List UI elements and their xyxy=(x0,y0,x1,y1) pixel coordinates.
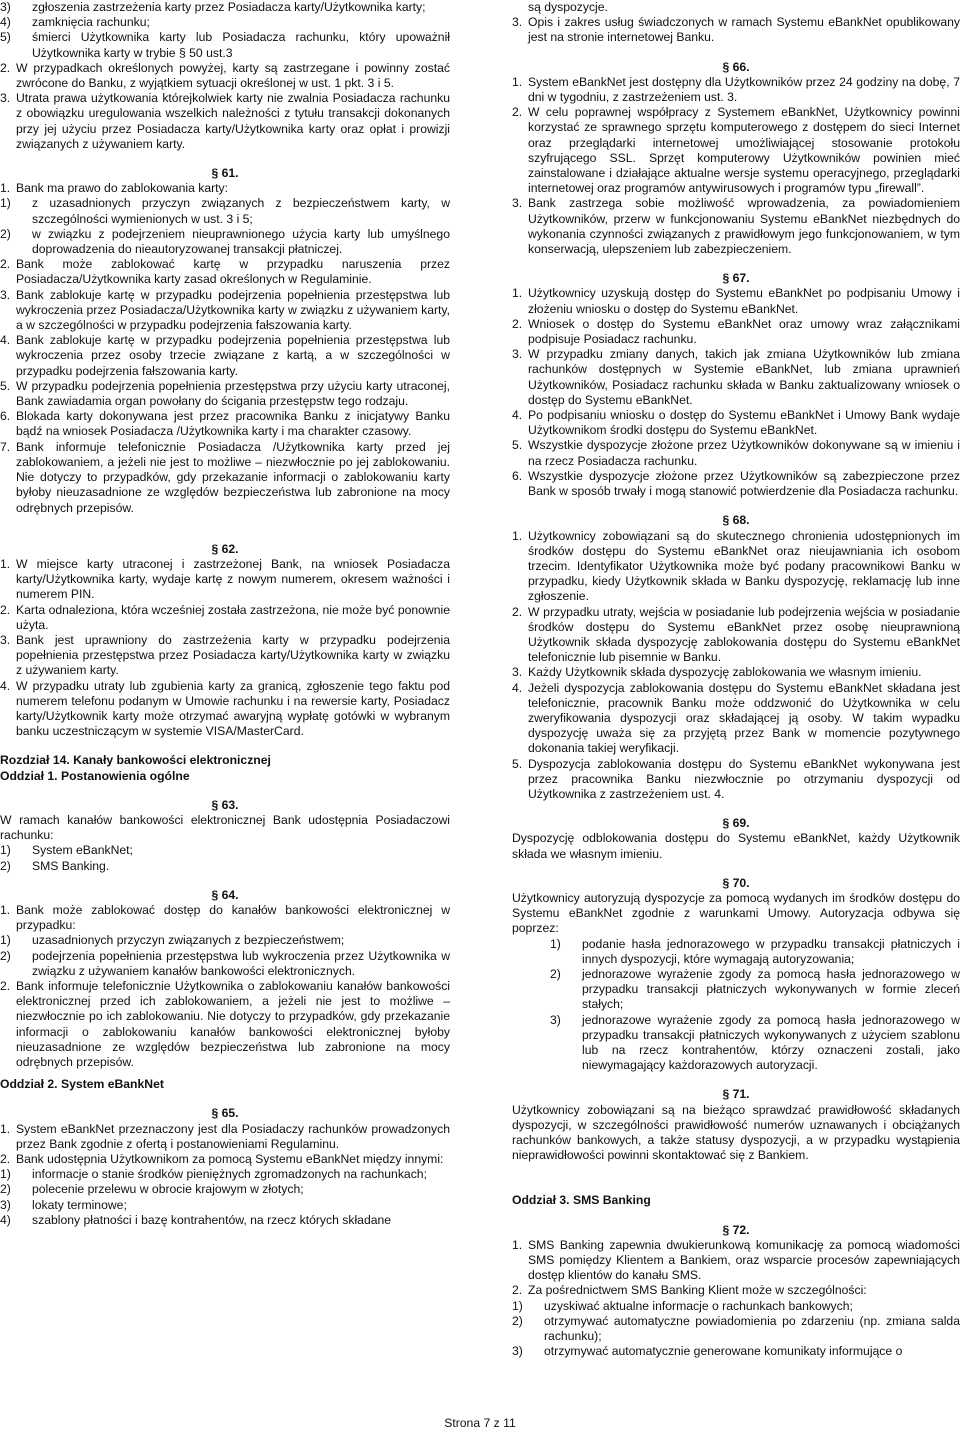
section-heading xyxy=(512,876,960,891)
item-text: W przypadku utraty, wejścia w posiadanie lub podejrzenia wejścia w posiadanie środków dostępu do Systemu eBankNet przez osobę nieuprawnioną Użytkownik składa dyspozycję zablokowania dostępu do Systemu eBankNet telefonicznie lub pisemnie w Banku. xyxy=(528,604,960,665)
section-heading xyxy=(512,816,960,831)
item-text: Opis i zakres usług świadczonych w ramach Systemu eBankNet opublikowany jest na stronie internetowej Banku. xyxy=(528,15,960,45)
item-text: Każdy Użytkownik składa dyspozycję zablokowania we własnym imieniu. xyxy=(528,665,922,680)
section-heading xyxy=(512,513,960,528)
section-heading xyxy=(512,1087,960,1102)
subsection-heading xyxy=(512,1193,960,1208)
item-text: otrzymywać automatycznie generowane komunikaty informujące o xyxy=(544,1344,903,1359)
item-text: uzasadnionych przyczyn związanych z bezpieczeństwem; xyxy=(32,933,345,948)
numbered-item xyxy=(0,633,450,679)
item-number: 1. xyxy=(0,902,11,917)
item-text: Wszystkie dyspozycje złożone przez Użytkowników są zabezpieczone przez Bank w sposób trwały i mogą stanowić potwierdzenie dla Posiadacza rachunku. xyxy=(528,468,960,499)
numbered-item xyxy=(512,408,960,438)
section-heading xyxy=(512,1223,960,1238)
item-text: Utrata prawa użytkowania którejkolwiek karty nie zwalnia Posiadacza rachunku z obowiązku uregulowania wszelkich należności z tytułu transakcji dokonanych przy jej użyciu przez Posiadacza karty/Użytkownika karty oraz opłat i prowizji związanych z używaniem karty. xyxy=(16,91,450,151)
item-number: 3. xyxy=(0,632,11,647)
numbered-item xyxy=(512,317,960,347)
numbered-item xyxy=(0,409,450,439)
numbered-item xyxy=(0,440,450,516)
item-number: 1. xyxy=(512,528,523,543)
item-number: 4. xyxy=(0,333,11,348)
item-text: podejrzenia popełnienia przestępstwa lub wykroczenia przez Użytkownika w związku z używaniem kanałów bankowości elektronicznych. xyxy=(32,948,450,978)
sub-item xyxy=(0,949,450,979)
item-text: SMS Banking. xyxy=(32,858,110,873)
numbered-item xyxy=(0,257,450,287)
item-number: 4. xyxy=(512,680,523,695)
left-column xyxy=(0,0,450,1228)
item-number: 3) xyxy=(550,1012,561,1027)
item-number: 3) xyxy=(0,1197,11,1212)
sub-item xyxy=(512,1314,960,1344)
chapter-heading xyxy=(0,753,450,768)
item-number: 3) xyxy=(0,0,11,14)
item-text: Użytkownicy zobowiązani są na bieżąco sprawdzać prawidłowość składanych dyspozycji, w szczególności prawidłowość numerów uznawanych i obciążanych rachunków bankowych, a także statusy dyspozycji, a w przypadku wystąpienia nieprawidłowości powinni skontaktować się z Bankiem. xyxy=(512,1102,960,1163)
item-text: § 67. xyxy=(722,271,750,286)
item-text: W ramach kanałów bankowości elektronicznej Bank udostępnia Posiadaczowi rachunku: xyxy=(0,812,450,843)
numbered-item xyxy=(512,681,960,757)
section-heading xyxy=(0,542,450,557)
sub-item xyxy=(0,227,450,257)
item-text: Bank jest uprawniony do zastrzeżenia karty w przypadku podejrzenia popełnienia przestępstwa przez Posiadacza karty/Użytkownika karty w związku z używaniem karty. xyxy=(16,632,450,678)
item-text: Za pośrednictwem SMS Banking Klient może w szczególności: xyxy=(528,1283,867,1298)
item-text: § 71. xyxy=(722,1087,750,1102)
item-number: 1) xyxy=(0,933,11,948)
item-number: 5) xyxy=(0,30,11,45)
item-text: Oddział 2. System eBankNet xyxy=(0,1077,164,1092)
item-text: Wniosek o dostęp do Systemu eBankNet oraz umowy wraz załącznikami podpisuje Posiadacz rachunku. xyxy=(528,316,960,347)
item-text: lokaty terminowe; xyxy=(32,1197,127,1212)
item-number: 1) xyxy=(550,936,561,951)
item-text: § 63. xyxy=(211,797,239,812)
item-text: § 66. xyxy=(722,59,750,74)
paragraph xyxy=(0,813,450,843)
item-number: 4. xyxy=(0,678,11,693)
item-number: 1. xyxy=(512,74,523,89)
subsection-heading xyxy=(0,769,450,784)
item-text: System eBankNet; xyxy=(32,843,133,858)
item-text: § 61. xyxy=(211,166,239,181)
item-number: 2) xyxy=(0,858,11,873)
numbered-item xyxy=(0,1152,450,1167)
section-heading xyxy=(512,60,960,75)
item-text: § 70. xyxy=(722,875,750,890)
numbered-item xyxy=(512,75,960,105)
item-number: 3. xyxy=(0,91,11,106)
item-number: 1. xyxy=(0,181,11,196)
item-text: System eBankNet jest dostępny dla Użytkowników przez 24 godziny na dobę, 7 dni w tygodniu, z zastrzeżeniem ust. 3. xyxy=(528,74,960,105)
item-text: Wszystkie dyspozycje złożone przez Użytkowników dokonywane są w imieniu i na rzecz Posiadacza rachunku. xyxy=(528,438,960,468)
item-text: W celu poprawnej współpracy z Systemem eBankNet, Użytkownicy powinni korzystać ze sprawnego sprzętu komputerowego z dostępem do sieci Internet oraz przeglądarki internetowej umożliwiającej stosowanie protokołu szyfrującego SSL. Sprzęt komputerowy Użytkowników powinien mieć zainstalowane i działające aktualne wersje systemu operacyjnego, przeglądarki internetowej oraz programów antywirusowych i programów typu „firewall”. xyxy=(528,105,960,196)
sub-item xyxy=(0,1182,450,1197)
sub-item xyxy=(0,30,450,60)
item-number: 2. xyxy=(512,604,523,619)
item-text: Bank może zablokować dostęp do kanałów bankowości elektronicznej w przypadku: xyxy=(16,902,450,933)
section-heading xyxy=(0,798,450,813)
item-number: 2. xyxy=(0,1152,11,1167)
sub-item xyxy=(0,843,450,858)
item-text: Bank informuje telefonicznie Posiadacza /Użytkownika karty przed jej zablokowaniem, a jeżeli nie jest to możliwe – niezwłocznie po jej zablokowaniu. Nie dotyczy to przypadków, gdy przekazanie informacji o zablokowaniu karty byłoby nieuzasadnione ze względów bezpieczeństwa lub zabronione na mocy odrębnych przepisów. xyxy=(16,439,450,515)
sub-item xyxy=(512,1344,960,1359)
item-number: 5. xyxy=(0,378,11,393)
item-number: 3. xyxy=(512,347,523,362)
item-number: 3. xyxy=(512,196,523,211)
numbered-item xyxy=(512,1238,960,1284)
item-text: informacje o stanie środków pieniężnych zgromadzonych na rachunkach; xyxy=(32,1167,427,1182)
item-number: 7. xyxy=(0,439,11,454)
item-number: 5. xyxy=(512,756,523,771)
item-text: § 65. xyxy=(211,1106,239,1121)
item-number: 1. xyxy=(512,286,523,301)
item-text: § 68. xyxy=(722,513,750,528)
item-number: 2) xyxy=(550,966,561,981)
item-text: Bank może zablokować kartę w przypadku naruszenia przez Posiadacza/Użytkownika karty zasad określonych w Regulaminie. xyxy=(16,257,450,287)
numbered-item xyxy=(0,603,450,633)
item-number: 2. xyxy=(0,257,11,272)
sub-item xyxy=(512,1013,960,1074)
numbered-item xyxy=(0,91,450,152)
numbered-item xyxy=(0,288,450,334)
item-text: § 62. xyxy=(211,541,239,556)
numbered-item xyxy=(512,105,960,196)
item-text: § 69. xyxy=(722,816,750,831)
item-text: Blokada karty dokonywana jest przez pracownika Banku z inicjatywy Banku bądź na wniosek Posiadacza /Użytkownika karty i ma charakter czasowy. xyxy=(16,409,450,439)
item-number: 1. xyxy=(512,1237,523,1252)
paragraph xyxy=(512,831,960,861)
item-text: szablony płatności i bazę kontrahentów, na rzecz których składane xyxy=(32,1212,392,1227)
item-text: Bank zablokuje kartę w przypadku podejrzenia popełnienia przestępstwa lub wykroczenia przez osoby trzecie związane z kartą, a w szczególności w przypadku podejrzenia fałszowania karty. xyxy=(16,333,450,378)
item-text: otrzymywać automatyczne powiadomienia po zdarzeniu (np. zmiana salda rachunku); xyxy=(544,1313,960,1344)
item-number: 2. xyxy=(0,60,11,75)
item-text: jednorazowe wyrażenie zgody za pomocą hasła jednorazowego w przypadku transakcji płatniczych wykonywanych z użyciem szablonu lub na rzecz kontrahentów, którzy oznaczeni zostali, jako niewymagający każdorazowych autoryzacji. xyxy=(582,1012,960,1073)
item-number: 4) xyxy=(0,15,11,30)
item-text: Bank ma prawo do zablokowania karty: xyxy=(16,181,229,196)
item-text: śmierci Użytkownika karty lub Posiadacza rachunku, który upoważnił Użytkownika karty w trybie § 50 ust.3 xyxy=(32,30,450,60)
item-number: 4) xyxy=(0,1212,11,1227)
item-text: W przypadku zmiany danych, takich jak zmiana Użytkowników lub zmiana rachunków dostępnych w Systemie eBankNet, lub zmiana uprawnień Użytkowników, Posiadacz rachunku składa w Banku zaktualizowany wniosek o dostęp do Systemu eBankNet. xyxy=(528,347,960,407)
numbered-item xyxy=(0,181,450,196)
numbered-item xyxy=(512,529,960,605)
sub-item xyxy=(512,967,960,1013)
item-number: 3. xyxy=(512,665,523,680)
item-text: polecenie przelewu w obrocie krajowym w złotych; xyxy=(32,1182,304,1197)
sub-item xyxy=(0,933,450,948)
item-text: Oddział 3. SMS Banking xyxy=(512,1193,651,1208)
sub-item xyxy=(0,196,450,226)
numbered-item xyxy=(512,438,960,468)
sub-item xyxy=(0,0,450,15)
numbered-item xyxy=(512,1283,960,1298)
item-number: 2) xyxy=(512,1313,523,1328)
item-text: Rozdział 14. Kanały bankowości elektronicznej xyxy=(0,753,271,768)
numbered-item xyxy=(512,665,960,680)
item-text: Użytkownicy uzyskują dostęp do Systemu eBankNet po podpisaniu Umowy i złożeniu wniosku o dostęp do Systemu eBankNet. xyxy=(528,286,960,316)
item-text: zamknięcia rachunku; xyxy=(32,15,150,30)
item-number: 6. xyxy=(512,468,523,483)
item-text: Bank zastrzega sobie możliwość wprowadzenia, za powiadomieniem Użytkowników, przerw w funkcjonowaniu Systemu eBankNet niezbędnych do wykonania czynności związanych z prawidłowym jego funkcjonowaniem, w tym konserwacją, ulepszeniem lub zabezpieczeniem. xyxy=(528,196,960,257)
item-text: z uzasadnionych przyczyn związanych z bezpieczeństwem karty, w szczególności wymienionych w ust. 3 i 5; xyxy=(32,196,450,226)
item-text: § 72. xyxy=(722,1222,750,1237)
item-number: 1. xyxy=(0,1121,11,1136)
numbered-item xyxy=(512,605,960,666)
item-text: W przypadkach określonych powyżej, karty są zastrzegane i powinny zostać zwrócone do Banku, z wyjątkiem sytuacji określonej w ust. 1 pkt. 3 i 5. xyxy=(16,60,450,91)
item-text: Po podpisaniu wniosku o dostęp do Systemu eBankNet i Umowy Bank wydaje Użytkownikom środki dostępu do Systemu eBankNet. xyxy=(528,408,960,438)
numbered-item xyxy=(512,15,960,45)
item-number: 2. xyxy=(0,978,11,993)
item-number: 2) xyxy=(0,226,11,241)
sub-item xyxy=(0,1198,450,1213)
sub-item xyxy=(0,15,450,30)
numbered-item xyxy=(0,979,450,1070)
item-text: podanie hasła jednorazowego w przypadku transakcji płatniczych i innych dyspozycji, które wymagają autoryzowania; xyxy=(582,936,960,966)
item-number: 2. xyxy=(0,602,11,617)
item-text: uzyskiwać aktualne informacje o rachunkach bankowych; xyxy=(544,1298,853,1313)
sub-item xyxy=(0,1213,450,1228)
item-number: 3. xyxy=(512,15,523,30)
numbered-item xyxy=(512,347,960,408)
page-footer: Strona 7 z 11 xyxy=(444,1416,516,1430)
sub-item xyxy=(0,1167,450,1182)
numbered-item xyxy=(0,379,450,409)
item-text: Użytkownicy zobowiązani są do skutecznego chronienia udostępnionych im środków dostępu do Systemu eBankNet oraz nieujawniania ich osobom trzecim. Identyfikator Użytkownika może być podany pracownikowi Banku w przypadku, kiedy Użytkownik składa w Banku dyspozycję, reklamację lub inne zgłoszenie. xyxy=(528,528,960,604)
item-text: Bank udostępnia Użytkownikom za pomocą Systemu eBankNet między innymi: xyxy=(16,1152,444,1167)
item-number: 1) xyxy=(0,1167,11,1182)
item-number: 4. xyxy=(512,408,523,423)
paragraph xyxy=(512,0,960,15)
item-number: 2) xyxy=(0,1182,11,1197)
paragraph xyxy=(512,891,960,937)
sub-item xyxy=(512,1299,960,1314)
item-text: jednorazowe wyrażenie zgody za pomocą hasła jednorazowego w przypadku transakcji płatniczych wykonywanych w formie zleceń stałych; xyxy=(582,966,960,1012)
numbered-item xyxy=(512,196,960,257)
item-text: zgłoszenia zastrzeżenia karty przez Posiadacza karty/Użytkownika karty; xyxy=(32,0,426,14)
item-text: Oddział 1. Postanowienia ogólne xyxy=(0,768,190,783)
sub-item xyxy=(512,937,960,967)
item-text: W przypadku utraty lub zgubienia karty za granicą, zgłoszenie tego faktu pod numerem telefonu podanym w Umowie rachunku i na rewersie karty, Posiadacz karty/Użytkownik karty może otrzymać awaryjną wypłatę gotówki w wybranym banku uczestniczącym w systemie VISA/MasterCard. xyxy=(16,678,450,739)
numbered-item xyxy=(0,333,450,379)
paragraph xyxy=(512,1103,960,1164)
numbered-item xyxy=(0,61,450,91)
item-text: Dyspozycja zablokowania dostępu do Systemu eBankNet wykonywana jest przez pracownika Banku niezwłocznie po otrzymaniu dyspozycji od Użytkownika z zastrzeżeniem ust. 4. xyxy=(528,756,960,801)
numbered-item xyxy=(512,286,960,316)
numbered-item xyxy=(0,679,450,740)
right-column xyxy=(512,0,960,1359)
item-text: są dyspozycje. xyxy=(528,0,608,14)
item-number: 6. xyxy=(0,409,11,424)
numbered-item xyxy=(0,557,450,603)
item-number: 1) xyxy=(0,196,11,211)
item-text: W przypadku podejrzenia popełnienia przestępstwa przy użyciu karty utraconej, Bank zawiadamia organ powołany do ścigania przestępstw tego rodzaju. xyxy=(16,378,450,409)
item-number: 3. xyxy=(0,287,11,302)
item-number: 2) xyxy=(0,948,11,963)
section-heading xyxy=(0,1106,450,1121)
item-text: SMS Banking zapewnia dwukierunkową komunikację za pomocą wiadomości SMS pomiędzy Klientem a Bankiem, oraz wsparcie procesów zapewniających dostęp klientów do kanału SMS. xyxy=(528,1237,960,1283)
item-number: 1. xyxy=(0,556,11,571)
item-text: W miejsce karty utraconej i zastrzeżonej Bank, na wniosek Posiadacza karty/Użytkownika karty, wydaje kartę z nowym numerem, okresem ważności i numerem PIN. xyxy=(16,556,450,602)
section-heading xyxy=(512,271,960,286)
item-number: 2. xyxy=(512,105,523,120)
item-text: w związku z podejrzeniem nieuprawnionego użycia karty lub umyślnego doprowadzenia do nieautoryzowanej transakcji płatniczej. xyxy=(32,226,450,257)
item-text: System eBankNet przeznaczony jest dla Posiadaczy rachunków prowadzonych przez Bank zgodnie z ofertą i postanowieniami Regulaminu. xyxy=(16,1121,450,1151)
item-text: Jeżeli dyspozycja zablokowania dostępu do Systemu eBankNet składana jest telefonicznie, pracownik Banku może oddzwonić do Użytkownika w celu zweryfikowania dyspozycji oraz składającej ją osoby. W takim wypadku dyspozycję uważa się za przyjętą przez Bank w momencie pozytywnego dokonania takiej weryfikacji. xyxy=(528,680,960,756)
item-text: Bank zablokuje kartę w przypadku podejrzenia popełnienia przestępstwa lub wykroczenia przez Posiadacza/Użytkownika karty w związku z używaniem karty, a w szczególności w przypadku podejrzenia fałszowania karty. xyxy=(16,287,450,333)
item-text: Karta odnaleziona, która wcześniej została zastrzeżona, nie może być ponownie użyta. xyxy=(16,602,450,632)
numbered-item xyxy=(0,1122,450,1152)
item-text: Użytkownicy autoryzują dyspozycje za pomocą wydanych im środków dostępu do Systemu eBankNet zgodnie z warunkami Umowy. Autoryzacja odbywa się poprzez: xyxy=(512,890,960,936)
item-text: Bank informuje telefonicznie Użytkownika o zablokowaniu kanałów bankowości elektronicznej przed ich zablokowaniem, a jeżeli nie jest to możliwe – niezwłocznie po ich zablokowaniu. Nie dotyczy to przypadków, gdy przekazanie informacji o zablokowaniu kanałów bankowości elektronicznej byłoby nieuzasadnione ze względów bezpieczeństwa lub zabronione na mocy odrębnych przepisów. xyxy=(16,978,450,1069)
section-heading xyxy=(0,166,450,181)
item-number: 3) xyxy=(512,1344,523,1359)
item-text: Dyspozycję odblokowania dostępu do Systemu eBankNet, każdy Użytkownik składa we własnym imieniu. xyxy=(512,831,960,861)
numbered-item xyxy=(512,469,960,499)
numbered-item xyxy=(0,903,450,933)
numbered-item xyxy=(512,757,960,803)
subsection-heading xyxy=(0,1077,450,1092)
sub-item xyxy=(0,859,450,874)
section-heading xyxy=(0,888,450,903)
item-number: 1) xyxy=(0,843,11,858)
item-number: 1) xyxy=(512,1298,523,1313)
item-number: 2. xyxy=(512,316,523,331)
item-number: 5. xyxy=(512,438,523,453)
item-number: 2. xyxy=(512,1283,523,1298)
item-text: § 64. xyxy=(211,887,239,902)
